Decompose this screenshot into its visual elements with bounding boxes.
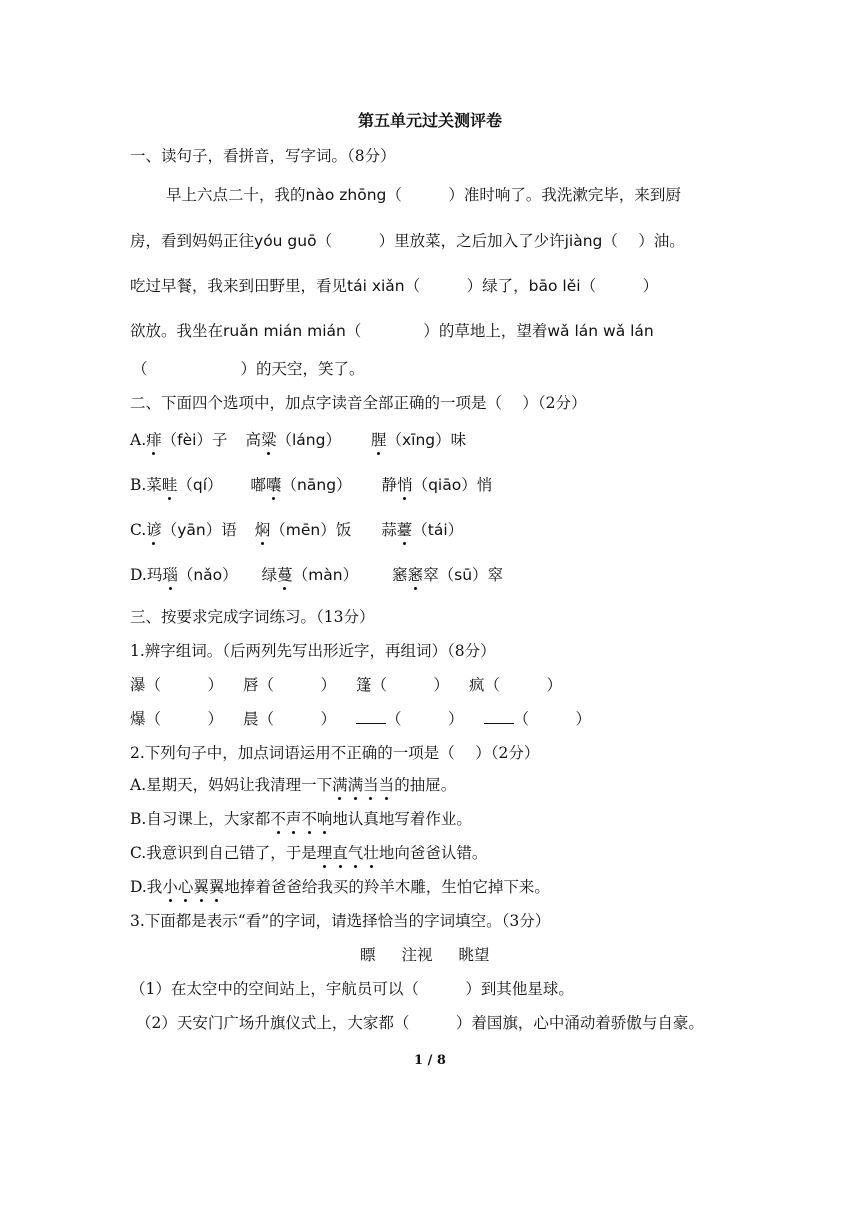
- q3-2-option-a: [130, 774, 456, 796]
- word-cell: 瀑（ ）: [130, 676, 224, 694]
- word-cell: （ ）: [513, 710, 592, 728]
- q1-line-5: （ ）的天空，笑了。: [132, 360, 365, 378]
- answer-blank[interactable]: [356, 709, 386, 724]
- word-bank-item: 注视: [401, 946, 433, 964]
- q2-heading: 二、下面四个选项中，加点字读音全部正确的一项是（ ）（2分）: [130, 394, 587, 412]
- text: 蒜: [381, 521, 397, 539]
- dotted-char: 直: [332, 844, 348, 862]
- dotted-char: 瑙: [162, 566, 178, 584]
- page-title: 第五单元过关测评卷: [357, 111, 502, 130]
- dotted-char: 声: [285, 810, 302, 828]
- dotted-char: 心: [177, 878, 194, 896]
- dotted-char: 壮: [363, 844, 379, 862]
- dotted-phrase: [270, 810, 332, 828]
- q1-line-1: [166, 184, 681, 206]
- dotted-char: 粱: [260, 431, 277, 449]
- pinyin: （fèi）子: [161, 431, 228, 449]
- text: 绿: [261, 566, 278, 584]
- dotted-char: 当: [378, 776, 395, 794]
- dotted-char: 不: [270, 810, 286, 828]
- dotted-char: 悄: [397, 476, 413, 494]
- pinyin: wǎ lán wǎ lán: [547, 322, 654, 340]
- word-cell: 晨（ ）: [243, 710, 337, 728]
- text: C.我意识到自己错了，于是: [130, 844, 317, 862]
- word-bank-item: 眺望: [458, 946, 490, 964]
- text: 窣: [423, 566, 439, 584]
- option-label: D.: [130, 566, 147, 584]
- dotted-char: 畦: [161, 476, 178, 494]
- text: （ ）的草地上，望着: [345, 322, 548, 340]
- word-cell: 篷（ ）: [356, 676, 450, 694]
- text: 静: [381, 476, 398, 494]
- pinyin: yóu guō: [254, 232, 317, 250]
- word-cell: 爆（ ）: [130, 710, 224, 728]
- q3-1-row-1: [130, 674, 562, 696]
- text: 菜: [146, 476, 162, 494]
- dotted-char: 谚: [146, 521, 162, 539]
- q3-3-item-2: （2）天安门广场升旗仪式上，大家都（ ）着国旗，心中涌动着骄傲与自豪。: [136, 1014, 704, 1032]
- q3-2-option-c: [130, 842, 487, 864]
- q3-1-row-2: [130, 708, 591, 730]
- q2-option-c: [130, 519, 463, 541]
- dotted-char: 翼: [193, 878, 209, 896]
- pinyin: （tái）: [412, 521, 464, 539]
- q3-1-heading: 1.辨字组词。（后两列先写出形近字，再组词）（8分）: [130, 642, 496, 660]
- pinyin: （nǎo）: [177, 566, 238, 584]
- text: （ ）里放菜，之后加入了少许: [316, 232, 565, 250]
- q3-heading: 三、按要求完成字词练习。（13分）: [130, 608, 375, 626]
- dotted-char: 满: [332, 776, 348, 794]
- pinyin: jiàng: [564, 232, 603, 250]
- text: 吃过早餐，我来到田野里，看见: [130, 277, 348, 295]
- dotted-char: 薹: [396, 521, 413, 539]
- dotted-char: 焖: [254, 521, 271, 539]
- page-number: 1 / 8: [414, 1053, 446, 1068]
- text: 早上六点二十，我的: [166, 186, 306, 204]
- option-label: B.: [130, 476, 147, 494]
- q1-line-4: [130, 320, 654, 342]
- pinyin: （láng）: [276, 431, 341, 449]
- text: （ ）: [580, 277, 659, 295]
- dotted-phrase: [162, 878, 224, 896]
- text: 嘟: [250, 476, 267, 494]
- dotted-char: 小: [162, 878, 178, 896]
- q3-2-option-d: [130, 876, 550, 898]
- dotted-char: 理: [316, 844, 333, 862]
- q1-line-2: [130, 230, 685, 252]
- word-cell: 唇（ ）: [243, 676, 337, 694]
- text: 房，看到妈妈正往: [130, 232, 255, 250]
- q3-3-heading: 3.下面都是表示“看”的字词，请选择恰当的字词填空。（3分）: [130, 912, 551, 930]
- pinyin: nào zhōng: [305, 186, 387, 204]
- text: 窸: [392, 566, 408, 584]
- text: A.星期天，妈妈让我清理一下: [130, 776, 333, 794]
- text: 地认真地写着作业。: [332, 810, 472, 828]
- option-label: A.: [130, 431, 147, 449]
- q3-3-item-1: （1）在太空中的空间站上，宇航员可以（ ）到其他星球。: [130, 980, 574, 998]
- pinyin: （xīng）味: [386, 431, 467, 449]
- q2-option-d: [130, 564, 503, 586]
- text: （ ）油。: [602, 232, 685, 250]
- text: 玛: [146, 566, 163, 584]
- dotted-char: 响: [316, 810, 333, 828]
- pinyin: （sū）窣: [438, 566, 504, 584]
- dotted-char: 翼: [208, 878, 225, 896]
- word-bank: [360, 944, 490, 966]
- dotted-char: 窸: [407, 566, 424, 584]
- pinyin: bāo lěi: [528, 277, 581, 295]
- dotted-char: 蔓: [277, 566, 293, 584]
- dotted-phrase: [317, 844, 379, 862]
- pinyin: （qí）: [177, 476, 223, 494]
- word-bank-item: 瞟: [360, 946, 376, 964]
- pinyin: ruǎn mián mián: [223, 322, 346, 340]
- text: （ ）绿了，: [404, 277, 529, 295]
- pinyin: （yān）语: [161, 521, 237, 539]
- dotted-char: 当: [363, 776, 379, 794]
- dotted-char: 不: [301, 810, 317, 828]
- pinyin: （mēn）饭: [270, 521, 352, 539]
- dotted-char: 囔: [266, 476, 282, 494]
- text: 地捧着爸爸给我买的羚羊木雕，生怕它掉下来。: [224, 878, 550, 896]
- text: D.我: [130, 878, 163, 896]
- pinyin: （nāng）: [281, 476, 352, 494]
- text: 的抽屉。: [394, 776, 457, 794]
- dotted-char: 满: [347, 776, 364, 794]
- text: （ ）准时响了。我洗漱完毕，来到厨: [386, 186, 681, 204]
- q2-option-a: [130, 429, 466, 451]
- q3-2-option-b: [130, 808, 472, 830]
- q1-line-3: [130, 275, 658, 297]
- word-cell: 疯（ ）: [469, 676, 563, 694]
- dotted-char: 气: [347, 844, 364, 862]
- text: 地向爸爸认错。: [378, 844, 488, 862]
- q1-heading: 一、读句子，看拼音，写字词。（8分）: [130, 147, 396, 165]
- dotted-phrase: [332, 776, 394, 794]
- q3-2-heading: 2.下列句子中，加点词语运用不正确的一项是（ ）（2分）: [130, 744, 540, 762]
- dotted-char: 痱: [146, 431, 162, 449]
- option-label: C.: [130, 521, 147, 539]
- dotted-char: 腥: [370, 431, 387, 449]
- q2-option-b: [130, 474, 492, 496]
- pinyin: tái xiǎn: [347, 277, 405, 295]
- pinyin: （màn）: [292, 566, 359, 584]
- word-cell: （ ）: [386, 710, 464, 728]
- text: 高: [245, 431, 261, 449]
- text: B.自习课上，大家都: [130, 810, 271, 828]
- text: 欲放。我坐在: [130, 322, 224, 340]
- pinyin: （qiāo）悄: [412, 476, 493, 494]
- answer-blank[interactable]: [484, 709, 514, 724]
